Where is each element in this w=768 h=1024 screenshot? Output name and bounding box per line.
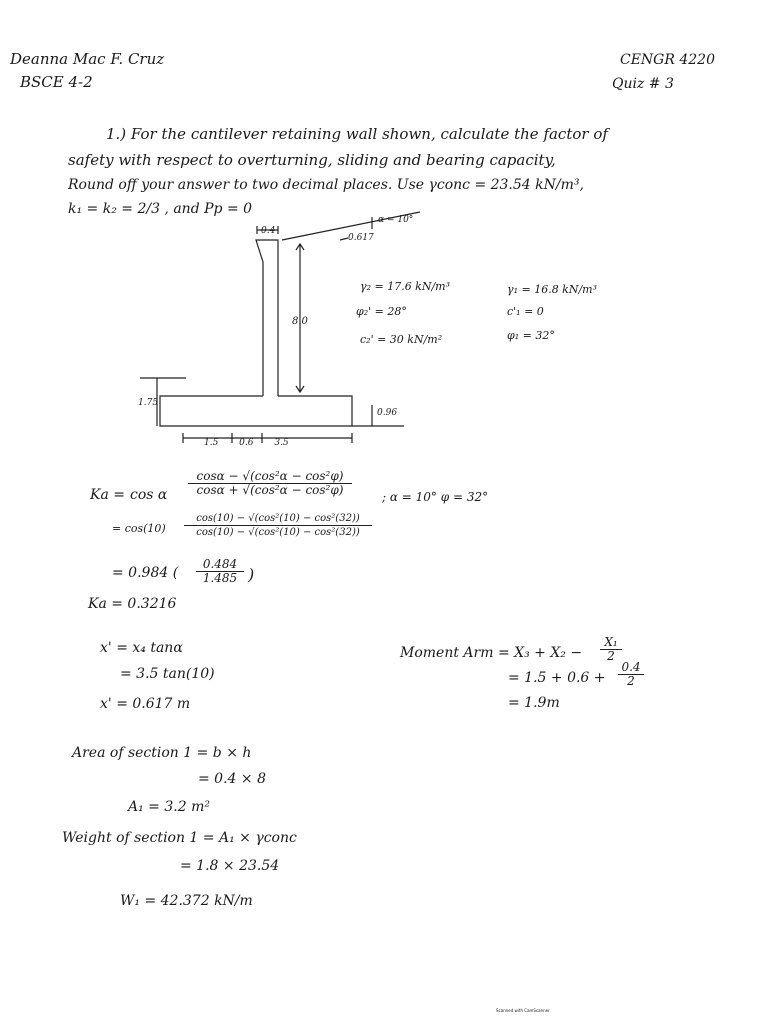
weight-result: W₁ = 42.372 kN/m (120, 893, 253, 909)
moment-arm-fraction-1-den: 2 (607, 649, 615, 663)
ka-step3-fraction (196, 558, 244, 585)
ka-label: Ka = (90, 487, 125, 503)
soil2-gamma: γ₂ = 17.6 kN/m³ (360, 280, 451, 293)
moment-arm-fraction-2-den: 2 (627, 674, 635, 688)
soil2-c: c₂' = 30 kN/m² (360, 333, 443, 346)
weight-line-1: Weight of section 1 = A₁ × γconc (62, 830, 297, 846)
problem-line-1: 1.) For the cantilever retaining wall shown, calculate the factor of (106, 125, 608, 143)
soil2-phi: φ₂' = 28° (356, 305, 407, 318)
ka-step3-close: ) (248, 565, 255, 584)
ka-step3-numerator: 0.484 (196, 558, 244, 572)
problem-line-4: k₁ = k₂ = 2/3 , and Pp = 0 (68, 201, 253, 217)
soil1-gamma: γ₁ = 16.8 kN/m³ (507, 283, 598, 296)
xprime-line-2: = 3.5 tan(10) (120, 666, 215, 682)
dim-base-parts: 1.5 0.6 3.5 (204, 438, 289, 448)
area-line-2: = 0.4 × 8 (198, 771, 266, 787)
dim-rise: 0.617 (348, 233, 374, 243)
moment-arm-result: = 1.9m (508, 695, 560, 711)
problem-line-3: Round off your answer to two decimal places. Use γconc = 23.54 kN/m³, (68, 177, 584, 193)
weight-line-2: = 1.8 × 23.54 (180, 858, 280, 874)
moment-arm-fraction-2-num: 0.4 (618, 661, 644, 675)
area-line-1: Area of section 1 = b × h (72, 745, 252, 761)
xprime-line-3: x' = 0.617 m (100, 696, 191, 712)
dim-top-width: 0.4 (261, 226, 276, 236)
course-code: CENGR 4220 (620, 52, 715, 68)
ka-formula-denominator: cosα + √(cos²α − cos²φ) (196, 483, 344, 497)
ka-step3-lead: = 0.984 ( (112, 565, 179, 581)
ka-conditions: ; α = 10° φ = 32° (382, 490, 489, 504)
moment-arm-label: Moment Arm = X₃ + X₂ − (400, 645, 583, 661)
student-name: Deanna Mac F. Cruz (10, 50, 165, 68)
student-section: BSCE 4-2 (20, 73, 93, 91)
problem-line-2: safety with respect to overturning, sliding and bearing capacity, (68, 151, 556, 169)
quiz-number: Quiz # 3 (612, 76, 674, 92)
dim-toe-depth: 0.96 (377, 408, 398, 418)
moment-arm-fraction-1 (600, 636, 622, 663)
area-result: A₁ = 3.2 m² (128, 799, 210, 815)
ka-result: Ka = 0.3216 (88, 596, 177, 612)
xprime-line-1: x' = x₄ tanα (100, 640, 183, 656)
soil1-phi: φ₁ = 32° (507, 329, 555, 342)
ka-formula-fraction (188, 470, 352, 497)
ka-substitution-fraction (184, 512, 372, 539)
dim-alpha: α = 10° (378, 215, 414, 225)
moment-arm-fraction-2 (618, 661, 644, 688)
soil1-c: c'₁ = 0 (507, 305, 544, 318)
moment-arm-fraction-1-num: X₁ (600, 636, 622, 650)
scanner-watermark: Scanned with CamScanner (496, 1008, 550, 1013)
dim-height: 8.0 (292, 316, 308, 327)
ka-formula-numerator: cosα − √(cos²α − cos²φ) (188, 470, 352, 484)
ka-substitution-denominator: cos(10) − √(cos²(10) − cos²(32)) (196, 527, 360, 538)
ka-cos-alpha: cos α (130, 487, 168, 503)
dim-base-thickness: 1.75 (138, 398, 159, 408)
ka-substitution-lead: = cos(10) (112, 522, 166, 535)
ka-step3-denominator: 1.485 (202, 571, 238, 585)
moment-arm-line-2: = 1.5 + 0.6 + (508, 670, 606, 686)
ka-substitution-numerator: cos(10) − √(cos²(10) − cos²(32)) (184, 512, 372, 526)
